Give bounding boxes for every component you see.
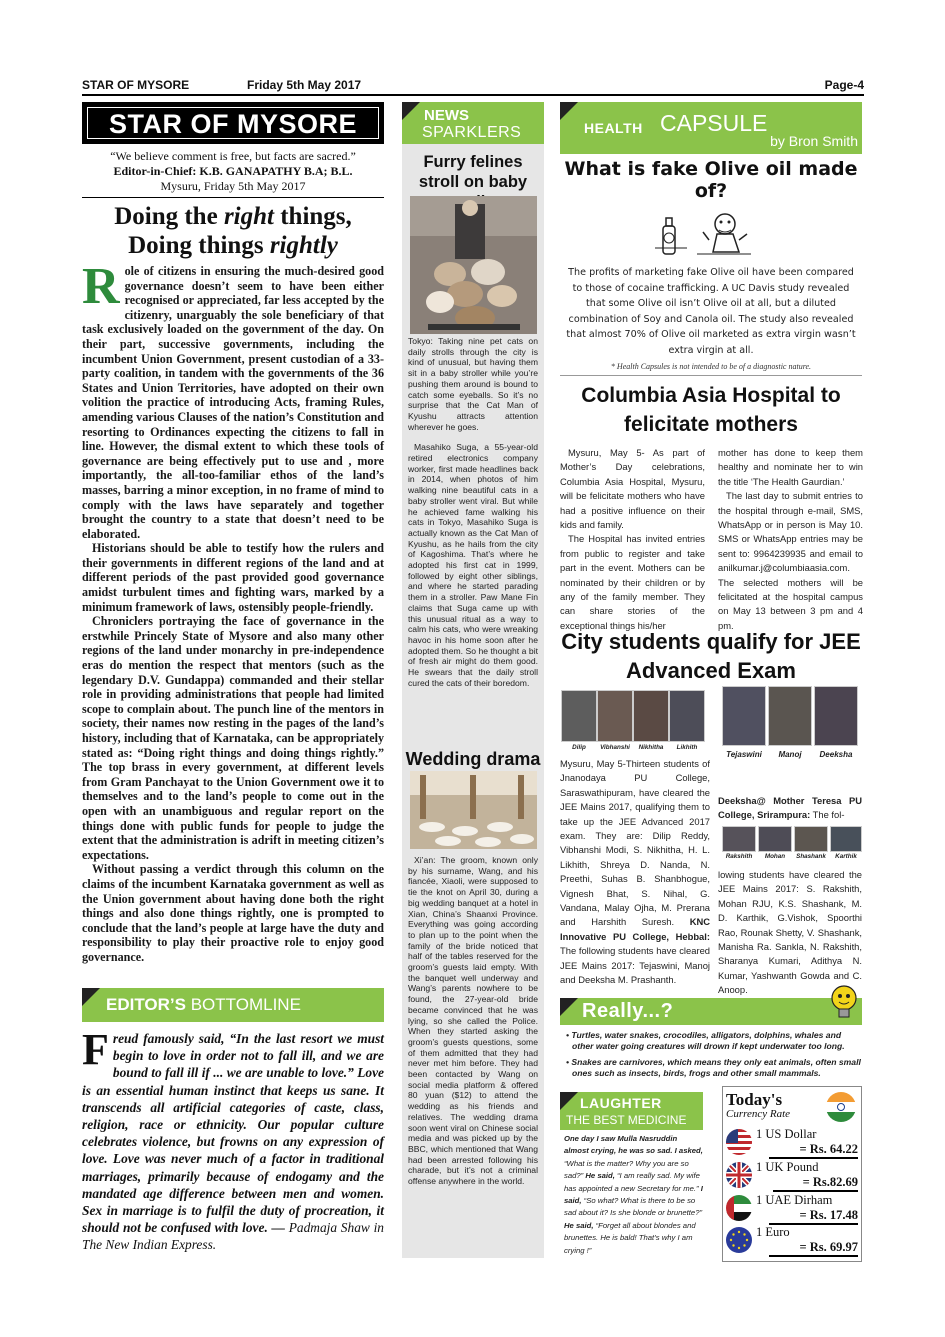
title-part: things,	[273, 203, 352, 230]
photo-caption: Tejaswini	[726, 750, 762, 759]
news-kicker: NEWS	[424, 107, 469, 124]
really-banner	[560, 998, 862, 1025]
cat-story-headline: Furry felines stroll on baby	[418, 153, 528, 191]
editorial-title	[82, 202, 384, 260]
student-photo	[794, 826, 828, 852]
currency-value: = Rs. 17.48	[769, 1208, 858, 1225]
editorial-body	[82, 258, 384, 965]
photo-caption: Mohan	[764, 853, 786, 860]
corner-mark	[560, 102, 578, 120]
currency-name: 1 US Dollar	[756, 1127, 817, 1141]
header-rule	[82, 94, 864, 96]
photo-caption: Manoj	[778, 750, 802, 759]
currency-row-usd	[724, 1126, 860, 1158]
masthead-rule	[82, 197, 384, 198]
photo-caption: Nikhitha	[638, 744, 664, 751]
cat-stroller-photo	[410, 196, 537, 334]
columbia-paragraph: mother has done to keep them healthy and nominate her to win the title ‘The Health Gaurdian.’	[718, 447, 863, 487]
currency-value: = Rs. 64.22	[769, 1142, 858, 1159]
motto: “We believe comment is free, but facts are sacred.”	[110, 149, 356, 163]
wedding-banquet-photo	[410, 771, 537, 849]
corner-mark	[82, 988, 100, 1006]
student-photo	[669, 690, 705, 742]
columbia-paragraph: The Hospital has invited entries from public to register and take part in the event. Mothers can be nominated by their children or by any of the family member. They can share stories of the exceptional things his/her	[560, 533, 705, 631]
health-disclaimer: * Health Capsules is not intended to be of a diagnostic nature.	[610, 362, 812, 371]
title-part-italic: rightly	[269, 232, 338, 259]
us-flag-icon	[726, 1129, 752, 1155]
jee-headline: City students qualify for JEE Advanced Exam	[561, 629, 861, 683]
jee-college-name: Deeksha@ Mother Teresa PU College, Srirampura:	[718, 795, 862, 821]
bottomline-body: reud famously said, “In the last resort we must begin to love in order not to fall ill, and we are bound to fall ill if ... we are unable to love.” Love is an essential human instinct that keeps us sane. It transcends all artificial categories of caste, class, religion, race or ethnicity. Our popular culture celebrates violence, but frowns on any expression of love. Love was never much of a factor in traditional marriages, primarily because of endogamy and the mandated age difference between men and women. Sex in marriage is to fulfil the duty of procreation, it should not be confused with love. —	[82, 1031, 384, 1236]
editorial-paragraph: Historians should be able to testify how the rulers and their governments in different regions of the land and at different periods of the past provided good governance amidst turbulent times and fighting wars, marked by a minimum framework of laws, ostensibly people-friendly.	[82, 541, 384, 614]
student-photo	[633, 690, 669, 742]
editorial-paragraph: Chroniclers portraying the face of governance in the erstwhile Princely State of Mysore and also many other regions of the land under monarchy in pre-independence eras do mention the respect that mentors (such as the legendary D.V. Gundappa) commanded and their stellar role in providing administrations that people had limited scope to complain about. The punch line of the mentors in society, their names now resting in the pages of the land’s history, including that of Karnataka, can be appropriately stated as: “Doing right things and doing things rightly.” The top brass in every government, at different levels from Gram Panchayat to the Union Government owe it to themselves and to the land’s people to come out in the open with an unambiguous and regular report on the things done with public funds for people to judge the extent that the administration is adrift in meeting citizen’s expectations.	[82, 614, 384, 862]
joke-bold: I said,	[564, 1183, 703, 1206]
student-photo	[768, 686, 812, 746]
laughter-joke	[564, 1133, 703, 1257]
joke-text: “I am really sad. My wife has appointed a new Secretary for me.”	[564, 1171, 701, 1193]
currency-row-gbp	[724, 1159, 860, 1191]
drop-cap: F	[82, 1025, 109, 1074]
jee-paragraph: The fol-	[810, 809, 845, 821]
joke-bold: He said,	[585, 1171, 615, 1181]
student-photo	[561, 690, 597, 742]
bottomline-text	[82, 1025, 384, 1254]
joke-text: “What is the matter? Why you are so sad?”	[564, 1158, 689, 1181]
joke-text: “So what? What is there to be so sad about it? Is she blonde or brunette?”	[564, 1196, 703, 1218]
bottomline-banner	[82, 988, 384, 1022]
title-part: Doing the	[114, 203, 224, 230]
student-photo	[758, 826, 792, 852]
editorial-paragraph: Without passing a verdict through this column on the claims of the incumbent Karnataka government as well as the Union government about having done both the right things and also done things rightly, one is prompted to conclude that the land’s people at large have the duty and responsibility to play their proactive role to enjoy good governance.	[82, 862, 384, 964]
header-page-number: Page-4	[824, 78, 864, 92]
drop-cap: R	[82, 258, 120, 315]
student-photo	[814, 686, 858, 746]
currency-value: = Rs.82.69	[773, 1175, 858, 1192]
masthead-title: STAR OF MYSORE	[87, 107, 379, 139]
editorial-paragraph: ole of citizens in ensuring the much-desired good governance doesn’t seem to have been either recognised or appreciated, far less accepted by the citizenry, unarguably the sole beneficiary of that task exclusively loaded on the government of the day. On their part, successive governments, including the incumbent Union Government, present custodian of a 33-party coalition, in tandem with the governments of the 36 States and Union Territories, have adopted on their own volition the practice of introducing Acts, framing Rules, amending various Clauses of the nation’s Constitution and resorting to Ordinances expecting the citizens to fall in line. However, the dismal extent to which these tools of governance are being effectively put to use and , more importantly, the all-too-familiar ethos of the land’s masses, barring a minor exception, in no frame of mind to comply with the laws have separately and together brought the country to a state that doesn’t need to be elaborated.	[82, 264, 384, 541]
masthead-info	[82, 149, 384, 194]
eu-flag-icon	[726, 1227, 752, 1253]
india-flag-icon	[826, 1092, 856, 1122]
currency-row-eur	[724, 1224, 860, 1256]
joke-bold: One day I saw Mulla Nasruddin almost crying, he was so sad. I asked,	[564, 1134, 703, 1156]
columbia-headline: Columbia Asia Hospital to felicitate mothers	[581, 384, 841, 436]
title-part: Doing things	[128, 232, 270, 259]
bottomline-kicker: EDITOR’S	[106, 995, 186, 1014]
masthead	[82, 102, 384, 144]
currency-row-aed	[724, 1192, 860, 1224]
wedding-story-text: Xi’an: The groom, known only by his surname, Wang, and his fiancée, Xiaoli, were supposed to tie the knot on April 30, during a big wedding banquet at a hotel in Xian, China’s Shaanxi Province. Everything was going according to plan up to the point when the family of the bride noticed that half of the tables reserved for the groom’s guests laid empty. With the banquet well underway and Wang’s parents nowhere to be found, the 27-year-old bride became convinced that he was lying, so she called the Police. When they started asking the groom’s guests questions, some of them admitted that they had never met him before. They had been contacted by Wang on social media platform & offered 80 yuan ($12) to attend the wedding as his friends and relatives. The wedding drama soon went viral on Chinese social media and was picked up by the BBC, which mentioned that Wang had been arrested following his charade, but it’s not a criminal offense anywhere in the world.	[408, 855, 538, 1187]
currency-title: Today's	[726, 1090, 783, 1109]
cat-paragraph: Tokyo: Taking nine pet cats on daily strolls through the city is kind of unusual, but having them sit in a baby stroller while you’re pushing them around is bound to catch some eyeballs. So it’s no surprise that the Cat Man of Kyushu attracts attention wherever he goes.	[408, 336, 538, 432]
columbia-paragraph: Mysuru, May 5- As part of Mother’s Day celebrations, Columbia Asia Hospital, Mysuru, will be felicitate mothers who have had a positive influence on their kids and family.	[560, 447, 705, 531]
health-title: CAPSULE	[660, 110, 768, 136]
news-banner	[402, 102, 544, 144]
student-photo	[722, 686, 766, 746]
student-photo	[830, 826, 862, 852]
health-kicker: HEALTH	[584, 120, 643, 136]
bottomline-source: Padmaja Shaw in The New Indian Express.	[82, 1220, 384, 1253]
olive-oil-text: The profits of marketing fake Olive oil have been compared to those of cocaine trafficking. A UC Davis study revealed that some Olive oil isn’t Olive oil at all, but a diluted combination of Soy and Canola oil. The study also revealed that almost 70% of Olive oil marketed as extra virgin wasn’t extra virgin at all.	[566, 267, 856, 356]
photo-caption: Deeksha	[819, 750, 853, 759]
photo-caption: Dilip	[572, 744, 586, 751]
laughter-title: THE BEST MEDICINE	[566, 1113, 687, 1127]
photo-caption: Likhith	[676, 744, 698, 751]
really-title: Really...?	[582, 1000, 674, 1022]
photo-caption: Vibhanshi	[600, 744, 630, 751]
really-facts	[565, 1030, 863, 1083]
editor-credit: Editor-in-Chief: K.B. GANAPATHY B.A; B.L.	[113, 164, 353, 178]
fact-item: • Turtles, water snakes, crocodiles, alligators, dolphins, whales and other water going creatures will drown if kept underwater too long.	[566, 1030, 845, 1052]
jee-paragraph: The following students have cleared JEE Mains 2017: Tejaswini, Manoj and Deeksha M. Prashanth.	[560, 945, 710, 986]
uk-flag-icon	[726, 1162, 752, 1188]
dateline: Mysuru, Friday 5th May 2017	[160, 179, 306, 193]
corner-mark	[402, 102, 420, 120]
jee-text-right-bottom: lowing students have cleared the JEE Mains 2017: S. Rakshith, Mohan RJU, K.S. Shashank, M. D. Karthik, G.Vishok, Spoorthi Rao, Rounak Shetty, V. Shashank, Manisha Ra. Sankla, N. Rakshith, Sharanya Kumari, Adithya N. Kumar, Yashwanth Gowda and C. Anoop.	[718, 869, 862, 996]
currency-name: 1 UAE Dirham	[756, 1193, 833, 1207]
joke-bold: He said,	[564, 1220, 594, 1230]
olive-oil-headline: What is fake Olive oil made of?	[564, 158, 858, 202]
joke-text: “Forget all about blondes and brunettes. He is bald! That’s why I am crying !”	[564, 1220, 696, 1255]
olive-oil-cartoon	[647, 204, 765, 262]
photo-caption: Karthik	[835, 853, 857, 860]
currency-name: 1 UK Pound	[756, 1160, 819, 1174]
currency-subtitle: Currency Rate	[726, 1108, 791, 1120]
divider	[560, 375, 862, 376]
health-byline: by Bron Smith	[770, 133, 858, 149]
corner-mark	[560, 1092, 578, 1110]
columbia-paragraph: The last day to submit entries to the hospital through e-mail, SMS, WhatsApp or in person is May 10. SMS or WhatsApp entries may be sent to: 9964239935 and email to anilkumar.j@columbiaasia.com. The selected mothers will be felicitated at the hospital campus on May 13 between 3 pm and 4 pm.	[718, 490, 863, 631]
laughter-banner	[560, 1092, 703, 1130]
wedding-story-headline: Wedding drama	[405, 749, 541, 769]
cat-story-text	[408, 336, 538, 699]
corner-mark	[560, 998, 578, 1016]
header-date: Friday 5th May 2017	[247, 78, 362, 92]
student-photo	[722, 826, 756, 852]
header-paper-name: STAR OF MYSORE	[82, 78, 190, 92]
uae-flag-icon	[726, 1195, 752, 1221]
news-title: SPARKLERS	[422, 124, 522, 141]
laughter-kicker: LAUGHTER	[580, 1095, 662, 1111]
title-part-italic: right	[223, 203, 274, 230]
currency-value: = Rs. 69.97	[769, 1240, 858, 1257]
cat-paragraph: Masahiko Suga, a 55-year-old retired electronics company worker, first made headlines back in 2014, when photos of him walking nine beautiful cats in a baby stroller went viral. But while he achieved fame walking his cats in Tokyo, Masahiko Suga is actually known as the Cat Man of Kyushu, as he hails from the city of Kagoshima. That’s where he adopted his first cat in 1999, followed by eight other siblings, and where he started parading them in a stroller. Paw Mane Fin claims that Suga came up with this unusual ritual as a way to calm his cats, who were wreaking havoc in his home soon after he adopted them. So he thought a bit of fresh air might do them good. He swears that the daily stroll cured the cats of their boredom.	[408, 442, 538, 688]
columbia-text-right	[718, 446, 863, 633]
jee-text-left	[560, 757, 710, 988]
jee-college-name: KNC Innovative PU College, Hebbal:	[560, 916, 710, 942]
jee-paragraph: Mysuru, May 5-Thirteen students of Jnanodaya PU College, Saraswathipuram, have cleared the JEE Mains 2017, qualifying them to take up the JEE Advanced 2017 exam. They are: Dilip Reddy, Vibhanshi Modi, S. Nikhitha, H. L. Likhith, Shreya D. Nanda, N. Preethi, Suhas B. Shanbhogue, Vignesh Bhat, S. Nihal, G. Vandana, Malay Ojha, M. Prerana and Harshith Suresh.	[560, 758, 710, 928]
fact-item: • Snakes are carnivores, which means they only eat animals, often small ones such as insects, birds, frogs and other small mammals.	[566, 1056, 861, 1078]
jee-text-right-top	[718, 794, 862, 823]
bottomline-title: BOTTOMLINE	[190, 995, 301, 1014]
photo-caption: Shashank	[796, 853, 826, 860]
photo-caption: Rakshith	[725, 853, 753, 860]
health-capsule-banner	[560, 102, 862, 154]
currency-name: 1 Euro	[756, 1225, 790, 1239]
student-photo	[597, 690, 633, 742]
columbia-text-left	[560, 446, 705, 633]
lightbulb-icon	[826, 982, 862, 1022]
page-header	[82, 78, 864, 94]
